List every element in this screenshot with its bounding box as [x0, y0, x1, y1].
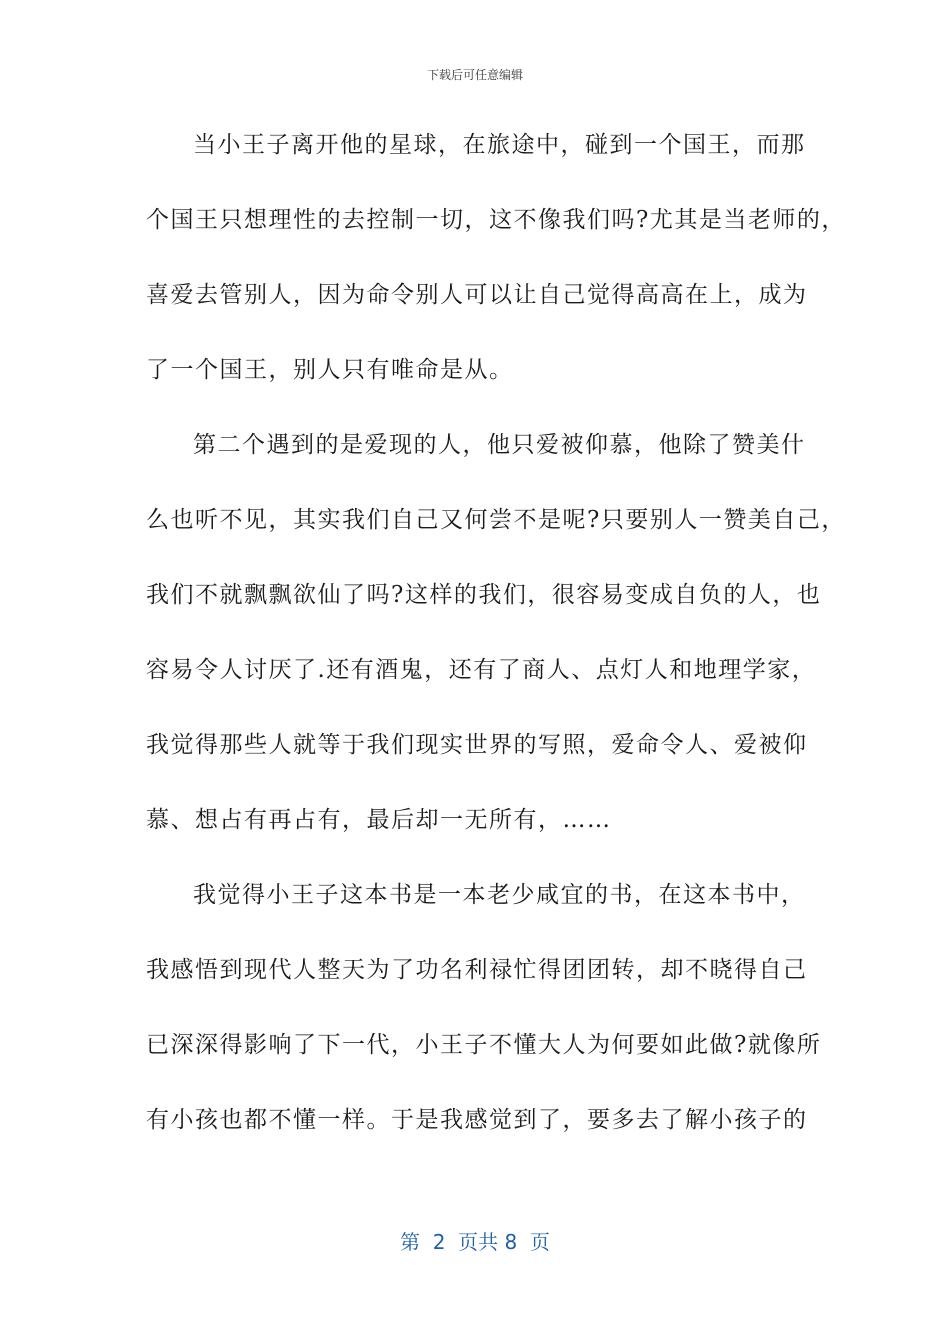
paragraph-line: 喜爱去管别人，因为命令别人可以让自己觉得高高在上，成为 — [146, 282, 808, 308]
page-number: 第 2 页共 8 页 — [400, 1230, 550, 1254]
paragraph-line: 了一个国王，别人只有唯命是从。 — [146, 357, 514, 383]
paragraph-line: 已深深得影响了下一代，小王子不懂大人为何要如此做?就像所 — [146, 1032, 822, 1058]
paragraph-line: 么也听不见，其实我们自己又何尝不是呢?只要别人一赞美自己， — [146, 507, 846, 533]
paragraph-line: 第二个遇到的是爱现的人，他只爱被仰慕，他除了赞美什 — [193, 432, 806, 458]
paragraph-line: 当小王子离开他的星球，在旅途中，碰到一个国王，而那 — [193, 132, 806, 158]
document-header-note: 下载后可任意编辑 — [426, 68, 523, 82]
paragraph-line: 有小孩也都不懂一样。于是我感觉到了，要多去了解小孩子的 — [146, 1107, 808, 1133]
paragraph-line: 容易令人讨厌了.还有酒鬼，还有了商人、点灯人和地理学家， — [146, 657, 817, 683]
paragraph-line: 个国王只想理性的去控制一切，这不像我们吗?尤其是当老师的， — [146, 207, 846, 233]
paragraph-line: 我觉得那些人就等于我们现实世界的写照，爱命令人、爱被仰 — [146, 732, 808, 758]
paragraph-line: 我们不就飘飘欲仙了吗?这样的我们，很容易变成自负的人，也 — [146, 582, 822, 608]
paragraph-line: 我觉得小王子这本书是一本老少咸宜的书，在这本书中， — [193, 882, 806, 908]
paragraph-line: 慕、想占有再占有，最后却一无所有，…… — [146, 807, 612, 833]
paragraph-line: 我感悟到现代人整天为了功名利禄忙得团团转，却不晓得自己 — [146, 957, 808, 983]
